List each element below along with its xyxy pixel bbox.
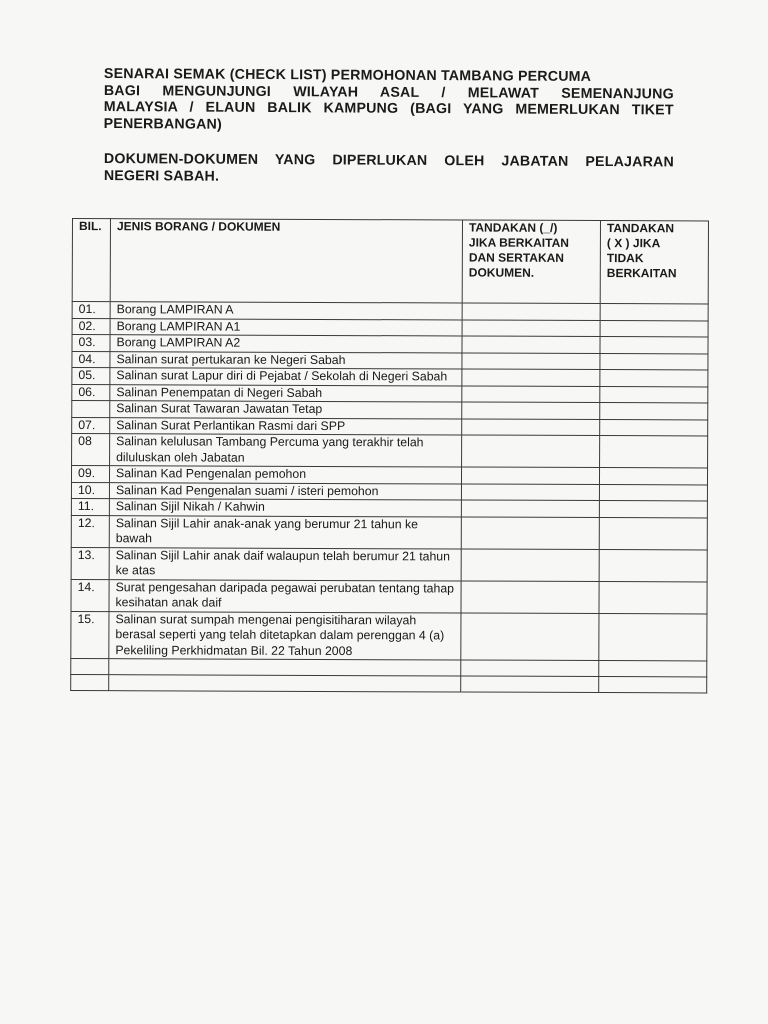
- table-header-row: [72, 219, 708, 304]
- tick-cell[interactable]: [461, 612, 599, 660]
- row-document: Salinan Penempatan di Negeri Sabah: [110, 384, 462, 402]
- cross-cell[interactable]: [600, 304, 708, 321]
- row-number: 15.: [71, 611, 109, 659]
- subtitle-line-1: DOKUMEN-DOKUMEN YANG DIPERLUKAN OLEH JABATAN PELAJARAN: [103, 151, 674, 171]
- table-row: [72, 351, 708, 370]
- row-number: 10.: [71, 482, 109, 499]
- cross-cell[interactable]: [600, 320, 708, 337]
- row-document: Borang LAMPIRAN A1: [110, 318, 462, 336]
- header-tick-line-4: DOKUMEN.: [468, 265, 535, 280]
- row-document: Salinan kelulusan Tambang Percuma yang terakhir telah diluluskan oleh Jabatan: [110, 434, 462, 467]
- title-line-3: MALAYSIA / ELAUN BALIK KAMPUNG (BAGI YANG MEMERLUKAN TIKET: [103, 98, 674, 119]
- table-row: [71, 466, 707, 485]
- cross-cell[interactable]: [599, 501, 707, 518]
- cross-cell[interactable]: [600, 419, 708, 436]
- table-row: [72, 417, 708, 436]
- row-document: Salinan Surat Perlantikan Rasmi dari SPP: [110, 417, 462, 435]
- tick-cell[interactable]: [461, 500, 599, 517]
- cross-cell[interactable]: [599, 581, 707, 613]
- row-number: 03.: [72, 335, 110, 352]
- header-cross-line-3: TIDAK: [606, 251, 644, 266]
- row-number: 14.: [71, 579, 109, 611]
- cross-cell[interactable]: [599, 468, 707, 485]
- table-row: [71, 547, 707, 581]
- row-number: 06.: [72, 384, 110, 401]
- row-number: 04.: [72, 351, 110, 368]
- checklist-table: [70, 218, 709, 693]
- table-row: [72, 401, 708, 420]
- row-number: 08: [72, 434, 110, 466]
- row-number: 02.: [72, 318, 110, 335]
- header-cross-line-2: ( X ) JIKA: [606, 236, 661, 251]
- row-document: Salinan Sijil Lahir anak daif walaupun telah berumur 21 tahun ke atas: [109, 547, 461, 580]
- tick-cell[interactable]: [462, 402, 600, 419]
- cross-cell[interactable]: [599, 677, 707, 693]
- blank-cell[interactable]: [109, 675, 461, 692]
- cross-cell[interactable]: [599, 549, 707, 581]
- tick-cell[interactable]: [462, 336, 600, 353]
- documents-subtitle: [104, 151, 674, 187]
- row-document: Salinan Sijil Lahir anak-anak yang berumur 21 tahun ke bawah: [109, 515, 461, 548]
- header-tick-line-3: DAN SERTAKAN: [468, 250, 564, 265]
- header-tick-line-1: TANDAKAN (_/): [468, 220, 558, 235]
- tick-cell[interactable]: [462, 352, 600, 369]
- cross-cell[interactable]: [600, 436, 708, 468]
- table-row: [71, 482, 707, 501]
- header-bil: BIL.: [72, 219, 110, 302]
- blank-cell[interactable]: [109, 659, 461, 676]
- header-cross-line-4: BERKAITAN: [606, 266, 677, 281]
- row-number: 05.: [72, 368, 110, 385]
- table-row: [72, 384, 708, 403]
- tick-cell[interactable]: [462, 303, 600, 320]
- table-row: [71, 611, 707, 661]
- cross-cell[interactable]: [599, 517, 707, 549]
- row-number: 12.: [71, 515, 109, 547]
- row-document: Salinan surat pertukaran ke Negeri Sabah: [110, 351, 462, 369]
- row-number: 09.: [71, 466, 109, 483]
- title-line-1: SENARAI SEMAK (CHECK LIST) PERMOHONAN TAMBANG PERCUMA: [103, 66, 592, 85]
- row-number: 01.: [72, 302, 110, 319]
- row-number: 13.: [71, 547, 109, 579]
- row-number: 07.: [72, 417, 110, 434]
- tick-cell[interactable]: [462, 319, 600, 336]
- title-line-4: PENERBANGAN): [103, 115, 222, 133]
- subtitle-line-2: NEGERI SABAH.: [103, 167, 220, 185]
- table-row: [71, 498, 707, 517]
- header-cross-if-not-relevant: [600, 221, 708, 304]
- blank-cell: [71, 658, 109, 674]
- tick-cell[interactable]: [461, 516, 599, 549]
- blank-row: [71, 674, 707, 692]
- header-tick-if-relevant: [462, 220, 600, 304]
- row-document: Salinan surat sumpah mengenai pengisitiharan wilayah berasal seperti yang telah ditetapkan dalam perenggan 4 (a) Pekeliling Perkhidmatan Bil. 22 Tahun 2008: [109, 611, 461, 660]
- row-document: Borang LAMPIRAN A: [110, 302, 462, 320]
- table-row: [72, 335, 708, 354]
- checklist-title: [104, 66, 674, 135]
- cross-cell[interactable]: [600, 353, 708, 370]
- tick-cell[interactable]: [461, 483, 599, 500]
- tick-cell[interactable]: [462, 418, 600, 435]
- row-document: Surat pengesahan daripada pegawai perubatan tentang tahap kesihatan anak daif: [109, 579, 461, 612]
- table-row: [72, 434, 708, 468]
- table-row: [71, 515, 707, 549]
- row-number: 11.: [71, 498, 109, 515]
- header-document-type: JENIS BORANG / DOKUMEN: [110, 219, 462, 303]
- cross-cell[interactable]: [599, 613, 707, 661]
- table-row: [72, 302, 708, 321]
- header-tick-line-2: JIKA BERKAITAN: [468, 235, 569, 250]
- header-cross-line-1: TANDAKAN: [606, 221, 675, 236]
- row-document: Salinan Kad Pengenalan pemohon: [109, 466, 461, 484]
- tick-cell[interactable]: [461, 676, 599, 693]
- tick-cell[interactable]: [462, 369, 600, 386]
- cross-cell[interactable]: [599, 484, 707, 501]
- tick-cell[interactable]: [461, 660, 599, 677]
- cross-cell[interactable]: [599, 661, 707, 677]
- cross-cell[interactable]: [600, 386, 708, 403]
- table-row: [72, 368, 708, 387]
- tick-cell[interactable]: [461, 467, 599, 484]
- row-document: Salinan Surat Tawaran Jawatan Tetap: [110, 401, 462, 419]
- row-document: Salinan surat Lapur diri di Pejabat / Sekolah di Negeri Sabah: [110, 368, 462, 386]
- tick-cell[interactable]: [462, 435, 600, 468]
- tick-cell[interactable]: [461, 580, 599, 613]
- tick-cell[interactable]: [462, 385, 600, 402]
- table-row: [72, 318, 708, 337]
- cross-cell[interactable]: [600, 370, 708, 387]
- title-line-2: BAGI MENGUNJUNGI WILAYAH ASAL / MELAWAT SEMENANJUNG: [103, 82, 674, 102]
- tick-cell[interactable]: [461, 548, 599, 581]
- row-document: Borang LAMPIRAN A2: [110, 335, 462, 353]
- row-number: [72, 401, 110, 418]
- table-row: [71, 579, 707, 613]
- row-document: Salinan Kad Pengenalan suami / isteri pemohon: [109, 482, 461, 500]
- cross-cell[interactable]: [600, 337, 708, 354]
- cross-cell[interactable]: [600, 403, 708, 420]
- row-document: Salinan Sijil Nikah / Kahwin: [109, 499, 461, 517]
- blank-cell: [71, 674, 109, 690]
